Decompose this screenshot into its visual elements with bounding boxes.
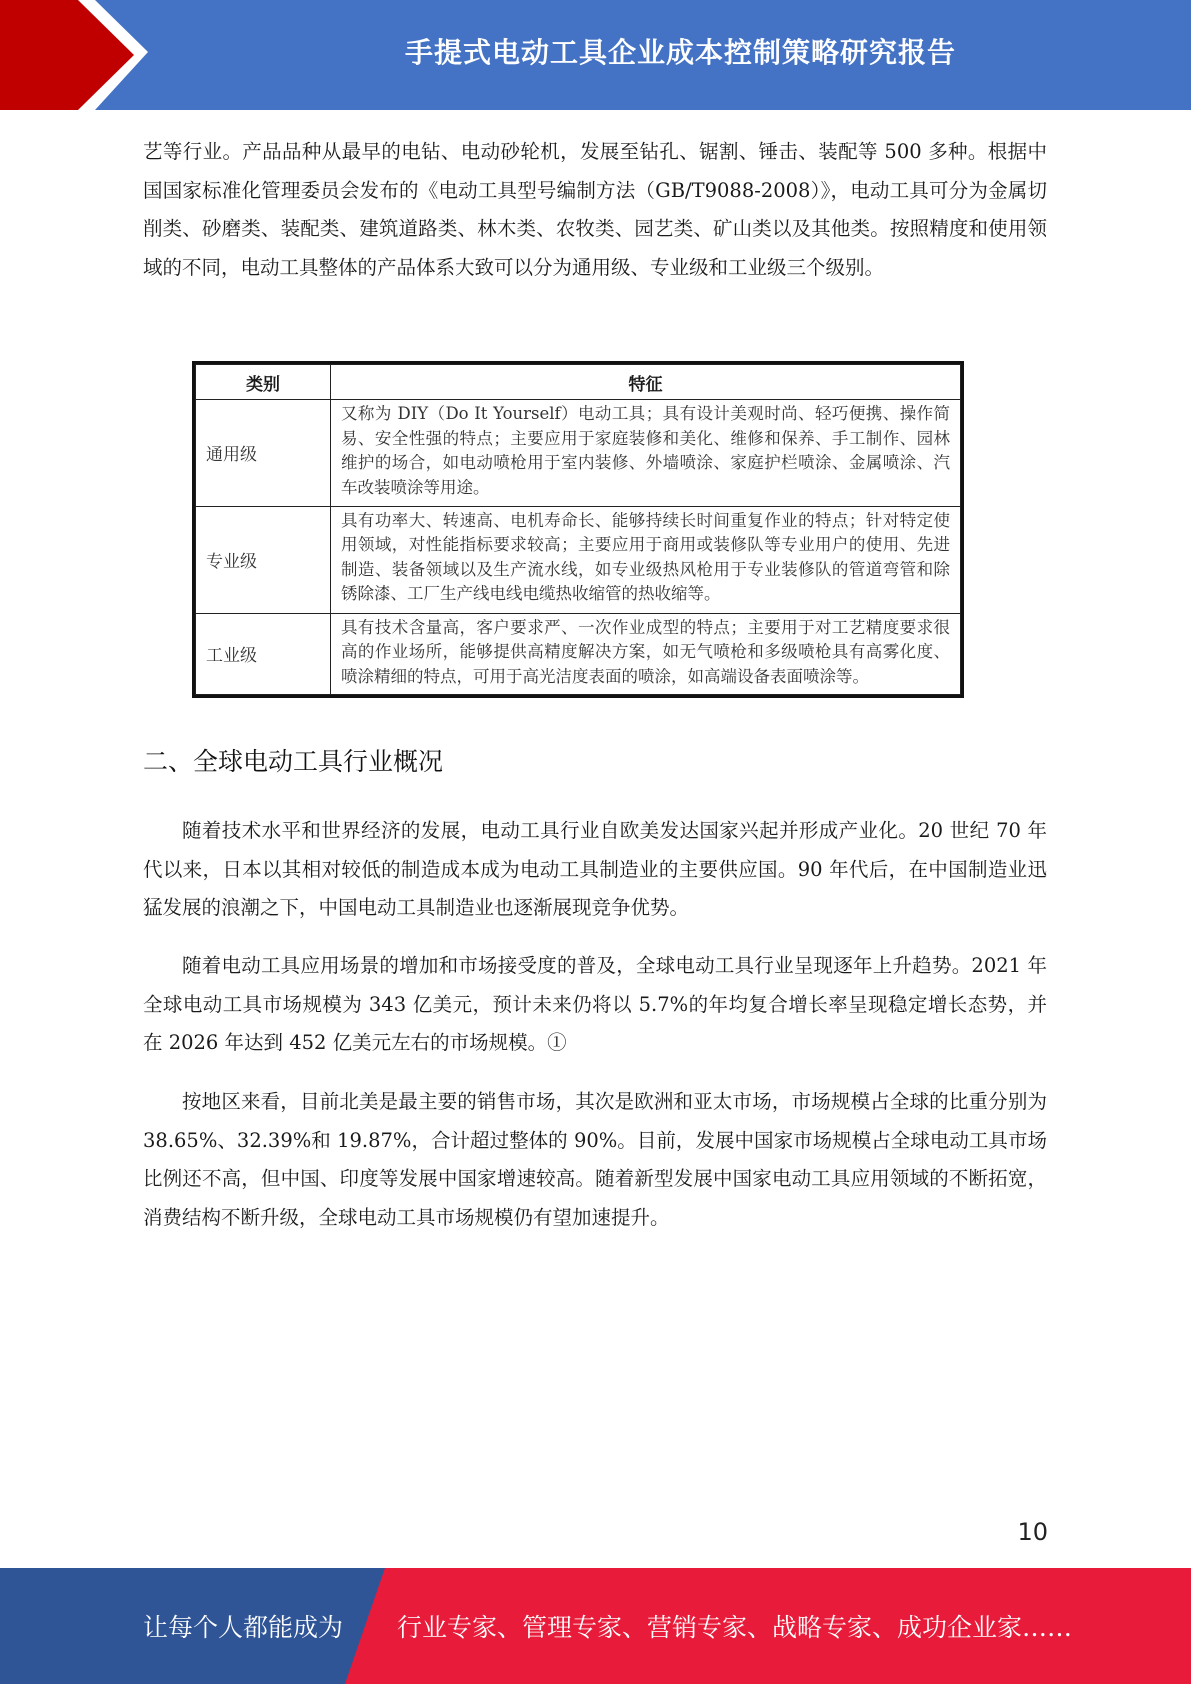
product-class-table [192, 361, 964, 698]
body-paragraph: 随着电动工具应用场景的增加和市场接受度的普及，全球电动工具行业呈现逐年上升趋势。2021 年全球电动工具市场规模为 343 亿美元，预计未来仍将以 5.7%的年均复合增长率呈现稳定增长态势，并在 2026 年达到 452 亿美元左右的市场规模。① [143, 954, 1047, 1054]
row-category: 通用级 [196, 400, 331, 507]
row-feature: 具有功率大、转速高、电机寿命长、能够持续长时间重复作业的特点；针对特定使用领域，对性能指标要求较高；主要应用于商用或装修队等专业用户的使用、先进制造、装备领域以及生产流水线，如专业级热风枪用于专业装修队的管道弯管和除锈除漆、工厂生产线电线电缆热收缩管的热收缩等。 [331, 506, 961, 613]
table-row [196, 613, 961, 694]
column-header-feature: 特征 [331, 365, 961, 400]
header-arrow-graphic [0, 0, 160, 110]
body-section [143, 812, 1047, 928]
footer-slogan-right: 行业专家、管理专家、营销专家、战略专家、成功企业家…… [397, 1613, 1073, 1642]
report-title: 手提式电动工具企业成本控制策略研究报告 [404, 36, 956, 69]
footer-band [0, 1568, 1191, 1684]
column-header-category: 类别 [196, 365, 331, 400]
intro-section [143, 133, 1047, 287]
body-section [143, 1083, 1047, 1237]
table-row [196, 400, 961, 507]
table-row [196, 506, 961, 613]
page-number: 10 [1017, 1518, 1048, 1546]
header-band [0, 0, 1191, 110]
body-section [143, 947, 1047, 1063]
intro-paragraph: 艺等行业。产品品种从最早的电钻、电动砂轮机，发展至钻孔、锯割、锤击、装配等 500 多种。根据中国国家标准化管理委员会发布的《电动工具型号编制方法（GB/T9088-2008）》，电动工具可分为金属切削类、砂磨类、装配类、建筑道路类、林木类、农牧类、园艺类、矿山类以及其他类。按照精度和使用领域的不同，电动工具整体的产品体系大致可以分为通用级、专业级和工业级三个级别。 [143, 140, 1047, 279]
row-feature: 具有技术含量高，客户要求严、一次作业成型的特点；主要用于对工艺精度要求很高的作业场所，能够提供高精度解决方案，如无气喷枪和多级喷枪具有高雾化度、喷涂精细的特点，可用于高光洁度表面的喷涂，如高端设备表面喷涂等。 [331, 613, 961, 694]
row-category: 专业级 [196, 506, 331, 613]
row-category: 工业级 [196, 613, 331, 694]
body-paragraph: 随着技术水平和世界经济的发展，电动工具行业自欧美发达国家兴起并形成产业化。20 世纪 70 年代以来，日本以其相对较低的制造成本成为电动工具制造业的主要供应国。90 年代后，在中国制造业迅猛发展的浪潮之下，中国电动工具制造业也逐渐展现竞争优势。 [143, 819, 1047, 919]
row-feature: 又称为 DIY（Do It Yourself）电动工具；具有设计美观时尚、轻巧便携、操作简易、安全性强的特点；主要应用于家庭装修和美化、维修和保养、手工制作、园林维护的场合，如电动喷枪用于室内装修、外墙喷涂、家庭护栏喷涂、金属喷涂、汽车改装喷涂等用途。 [331, 400, 961, 507]
footer-slogan-left: 让每个人都能成为 [143, 1613, 344, 1642]
body-paragraph: 按地区来看，目前北美是最主要的销售市场，其次是欧洲和亚太市场，市场规模占全球的比重分别为 38.65%、32.39%和 19.87%，合计超过整体的 90%。目前，发展中国家市场规模占全球电动工具市场比例还不高，但中国、印度等发展中国家增速较高。随着新型发展中国家电动工具应用领域的不断拓宽，消费结构不断升级，全球电动工具市场规模仍有望加速提升。 [143, 1090, 1047, 1229]
section-heading: 二、全球电动工具行业概况 [143, 747, 444, 776]
table-header-row [196, 365, 961, 400]
